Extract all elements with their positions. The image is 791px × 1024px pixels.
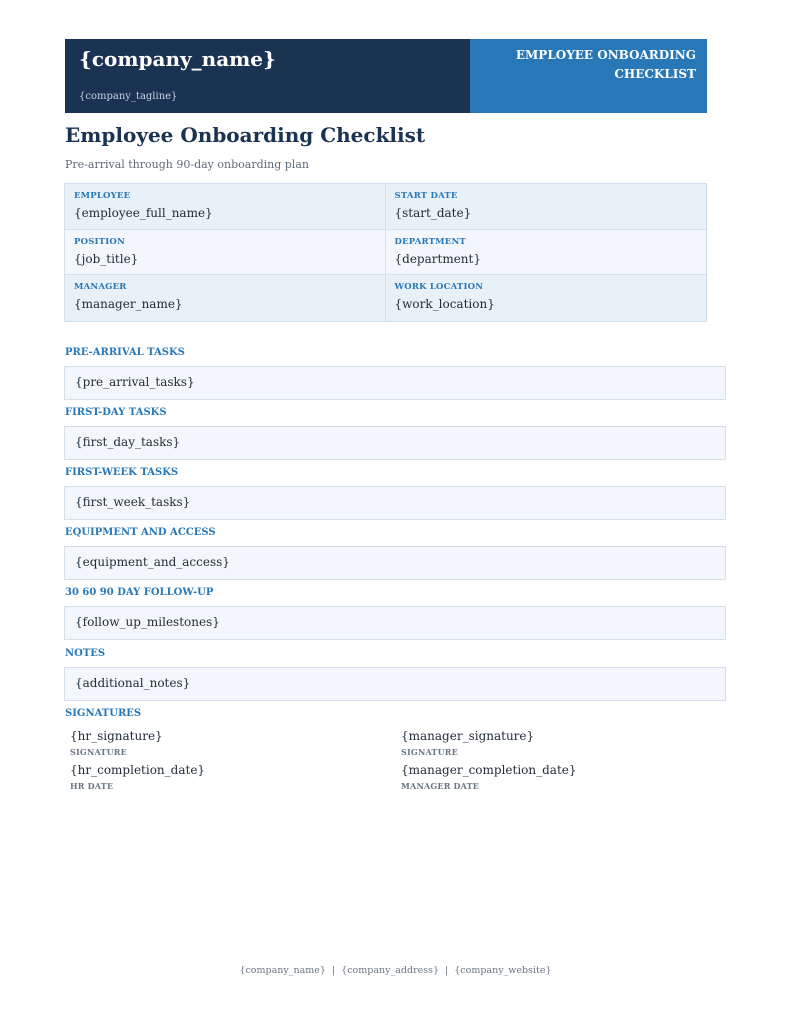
footer-separator: |	[331, 965, 336, 976]
hr-signature-label: SIGNATURE	[70, 747, 127, 757]
department-field: {department}	[394, 251, 481, 266]
info-cell-employee	[65, 184, 386, 229]
info-cell-position	[65, 230, 386, 275]
header-banner	[65, 39, 707, 113]
section-heading-follow-up: 30 60 90 DAY FOLLOW-UP	[65, 587, 214, 598]
manager-signature-field: {manager_signature}	[401, 729, 535, 743]
hr-signature-field: {hr_signature}	[70, 729, 163, 743]
hr-date-field: {hr_completion_date}	[70, 763, 206, 777]
footer-company-name: {company_name}	[239, 965, 326, 976]
info-row	[65, 184, 706, 230]
equipment-and-access-box: {equipment_and_access}	[64, 546, 726, 580]
info-row	[65, 230, 706, 276]
footer-separator: |	[445, 965, 449, 976]
info-cell-start-date	[386, 184, 707, 229]
follow-up-milestones-box: {follow_up_milestones}	[64, 606, 726, 640]
info-label: DEPARTMENT	[394, 236, 466, 247]
position-field: {job_title}	[74, 251, 139, 266]
section-heading-first-day: FIRST-DAY TASKS	[65, 407, 167, 418]
start-date-field: {start_date}	[394, 206, 472, 220]
document-title: Employee Onboarding Checklist	[65, 123, 426, 147]
footer-company-address: {company_address}	[341, 965, 440, 976]
info-label: EMPLOYEE	[74, 191, 131, 201]
section-heading-equipment: EQUIPMENT AND ACCESS	[65, 527, 216, 538]
info-label: POSITION	[74, 236, 125, 247]
section-heading-pre-arrival: PRE-ARRIVAL TASKS	[65, 347, 185, 358]
manager-signature-label: SIGNATURE	[401, 747, 458, 757]
company-block	[65, 39, 470, 113]
document-subtitle: Pre-arrival through 90-day onboarding plan	[65, 158, 309, 171]
first-week-tasks-box: {first_week_tasks}	[64, 486, 726, 520]
page-footer	[0, 965, 791, 976]
info-cell-department	[386, 230, 707, 275]
hr-date-label: HR DATE	[70, 781, 114, 791]
footer-company-website: {company_website}	[454, 965, 552, 976]
document-label: EMPLOYEE ONBOARDING CHECKLIST	[515, 48, 696, 81]
section-heading-signatures: SIGNATURES	[65, 708, 142, 719]
info-label: MANAGER	[74, 282, 127, 292]
employee-info-table	[64, 183, 707, 322]
info-label: START DATE	[394, 191, 458, 201]
info-label: WORK LOCATION	[394, 282, 484, 292]
first-day-tasks-box: {first_day_tasks}	[64, 426, 726, 460]
info-cell-manager	[65, 275, 386, 321]
work-location-field: {work_location}	[394, 297, 495, 311]
info-cell-work-location	[386, 275, 707, 321]
company-tagline: {company_tagline}	[79, 91, 178, 102]
pre-arrival-tasks-box: {pre_arrival_tasks}	[64, 366, 726, 400]
document-label-block	[470, 39, 707, 113]
manager-field: {manager_name}	[74, 297, 183, 311]
manager-date-field: {manager_completion_date}	[401, 763, 577, 777]
section-heading-notes: NOTES	[65, 648, 106, 659]
manager-date-label: MANAGER DATE	[401, 781, 480, 791]
employee-name-field: {employee_full_name}	[74, 206, 213, 220]
additional-notes-box: {additional_notes}	[64, 667, 726, 701]
info-row	[65, 275, 706, 321]
company-name: {company_name}	[79, 47, 276, 71]
section-heading-first-week: FIRST-WEEK TASKS	[65, 467, 179, 478]
